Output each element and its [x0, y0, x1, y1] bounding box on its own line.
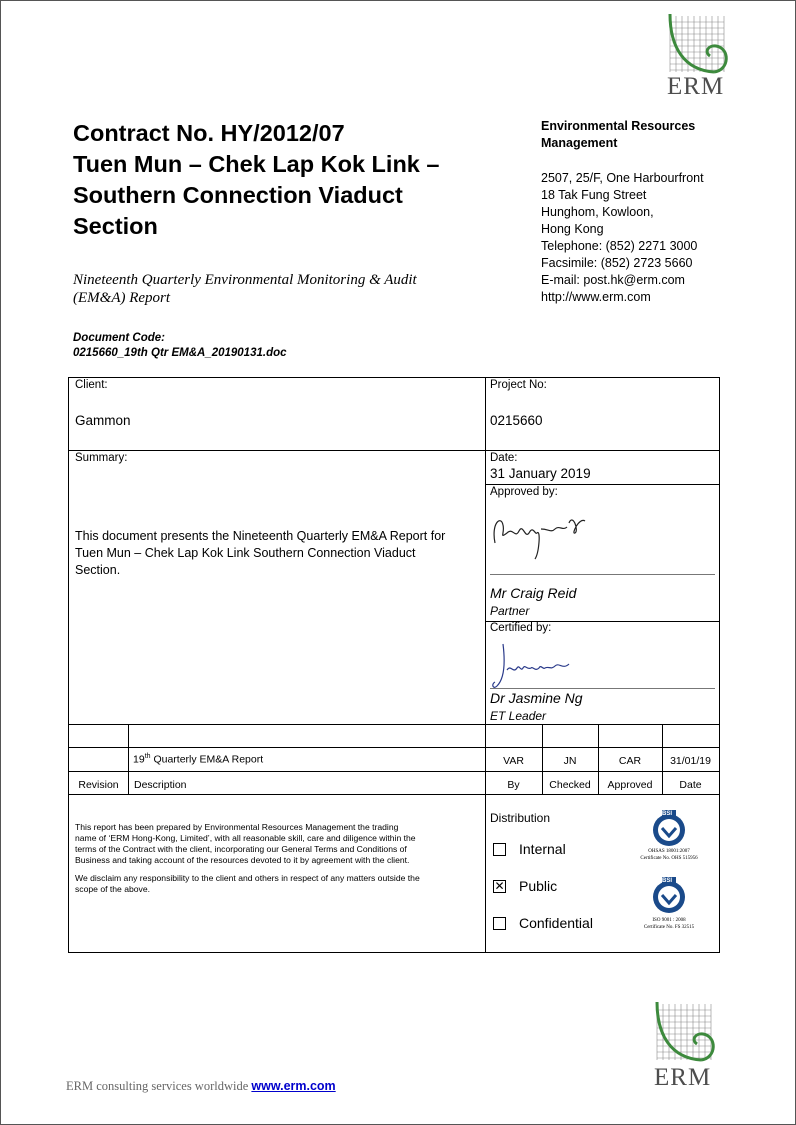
iso-cert-text — [629, 917, 709, 931]
row-divider — [485, 484, 719, 485]
summary-text — [75, 528, 445, 579]
erm-logo-icon — [664, 12, 734, 76]
title-line: Southern Connection Viaduct — [73, 182, 403, 208]
address-line: Hunghom, Kowloon, — [541, 205, 654, 219]
row-divider — [69, 794, 719, 795]
client-value: Gammon — [75, 413, 131, 428]
address-line: Hong Kong — [541, 222, 604, 236]
approver-role: Partner — [490, 604, 530, 618]
address-line: 2507, 25/F, One Harbourfront — [541, 171, 704, 185]
project-no-value: 0215660 — [490, 413, 543, 428]
document-subtitle — [73, 271, 473, 307]
certifier-signature-line — [490, 688, 715, 689]
revision-description-suffix: th — [144, 753, 151, 760]
erm-logo-top — [664, 12, 734, 102]
header-description: Description — [134, 779, 187, 791]
title-line: Tuen Mun – Chek Lap Kok Link – — [73, 151, 440, 177]
approver-signature-line — [490, 574, 715, 575]
client-label: Client: — [75, 379, 108, 391]
internal-checkbox[interactable] — [493, 843, 506, 856]
date-value: 31 January 2019 — [490, 466, 591, 481]
col-divider — [128, 724, 129, 794]
company-name-line: Environmental Resources — [541, 119, 696, 133]
erm-logo-text: ERM — [654, 1064, 712, 1091]
footer-text: ERM consulting services worldwide — [66, 1079, 252, 1093]
disclaimer-line: We disclaim any responsibility to the client and others in respect of any matters outside the — [75, 873, 420, 883]
public-checkbox[interactable]: ✕ — [494, 879, 505, 893]
disclaimer-line: scope of the above. — [75, 884, 151, 894]
confidential-checkbox[interactable] — [493, 917, 506, 930]
document-code-value: 0215660_19th Qtr EM&A_20190131.doc — [73, 347, 287, 359]
telephone: Telephone: (852) 2271 3000 — [541, 239, 698, 253]
internal-label: Internal — [519, 841, 566, 857]
erm-logo-icon — [651, 1000, 721, 1064]
title-line: Section — [73, 213, 158, 239]
col-divider — [485, 378, 486, 724]
distribution-label: Distribution — [490, 811, 551, 825]
header-approved: Approved — [607, 779, 653, 791]
email[interactable]: E-mail: post.hk@erm.com — [541, 273, 685, 287]
certified-by-label: Certified by: — [490, 622, 552, 634]
cert-line: Certificate No. FS 32515 — [643, 925, 695, 930]
company-address — [541, 170, 704, 306]
certifier-signature — [489, 640, 579, 690]
row-divider — [69, 724, 719, 725]
row-divider — [69, 747, 719, 748]
confidential-label: Confidential — [519, 915, 593, 931]
cert-line: ISO 9001 : 2008 — [652, 918, 686, 923]
approver-signature — [489, 503, 599, 563]
ohsas-cert-text — [629, 848, 709, 862]
cert-line: OHSAS 18001:2007 — [648, 849, 690, 854]
revision-approved: CAR — [618, 755, 642, 767]
website-link[interactable]: http://www.erm.com — [541, 290, 651, 304]
footer — [66, 1079, 336, 1094]
bsi-logo-text: BSI — [662, 878, 673, 884]
erm-logo-text: ERM — [667, 73, 725, 100]
company-name-line: Management — [541, 136, 618, 150]
company-name — [541, 118, 741, 152]
header-revision: Revision — [78, 779, 119, 791]
document-code-label: Document Code: — [73, 332, 165, 344]
approved-by-label: Approved by: — [490, 486, 558, 498]
header-checked: Checked — [549, 779, 591, 791]
disclaimer-line: Business and taking account of the resources devoted to it by agreement with the client. — [75, 855, 410, 865]
public-label: Public — [519, 878, 558, 894]
bsi-logo-text: BSI — [662, 811, 673, 817]
disclaimer — [75, 822, 479, 895]
ohsas-certification — [629, 808, 709, 868]
revision-description-number: 19 — [133, 753, 145, 766]
header-date: Date — [679, 779, 702, 791]
revision-description-text: Quarterly EM&A Report — [150, 753, 264, 766]
certifier-role: ET Leader — [490, 709, 547, 723]
document-title — [73, 118, 493, 242]
row-divider — [69, 771, 719, 772]
document-code — [73, 331, 287, 361]
disclaimer-line: name of ‘ERM Hong-Kong, Limited’, with all reasonable skill, care and diligence within the — [75, 833, 416, 843]
summary-line: This document presents the Nineteenth Quarterly EM&A Report for — [75, 529, 446, 543]
summary-line: Section. — [75, 563, 121, 577]
address-line: 18 Tak Fung Street — [541, 188, 647, 202]
iso-certification — [629, 875, 709, 937]
subtitle-line: Nineteenth Quarterly Environmental Monitoring & Audit — [73, 272, 417, 288]
revision-date: 31/01/19 — [670, 755, 711, 767]
erm-logo-bottom — [651, 1000, 721, 1095]
approver-name: Mr Craig Reid — [490, 585, 577, 601]
disclaimer-line: This report has been prepared by Environmental Resources Management the trading — [75, 822, 399, 832]
revision-checked: JN — [563, 755, 577, 767]
project-no-label: Project No: — [490, 379, 547, 391]
summary-label: Summary: — [75, 452, 128, 464]
date-label: Date: — [490, 452, 518, 464]
revision-description — [133, 753, 263, 766]
footer-link[interactable]: www.erm.com — [251, 1079, 336, 1093]
subtitle-line: (EM&A) Report — [73, 290, 171, 306]
facsimile: Facsimile: (852) 2723 5660 — [541, 256, 693, 270]
summary-line: Tuen Mun – Chek Lap Kok Link Southern Connection Viaduct — [75, 546, 416, 560]
document-control-table — [68, 377, 720, 953]
disclaimer-line: terms of the Contract with the client, incorporating our General Terms and Conditions of — [75, 844, 407, 854]
cert-line: Certificate No. OHS 515956 — [640, 856, 698, 861]
certifier-name: Dr Jasmine Ng — [490, 690, 583, 706]
revision-by: VAR — [503, 755, 524, 767]
row-divider — [69, 450, 719, 451]
header-by: By — [507, 779, 520, 791]
title-line: Contract No. HY/2012/07 — [73, 120, 345, 146]
